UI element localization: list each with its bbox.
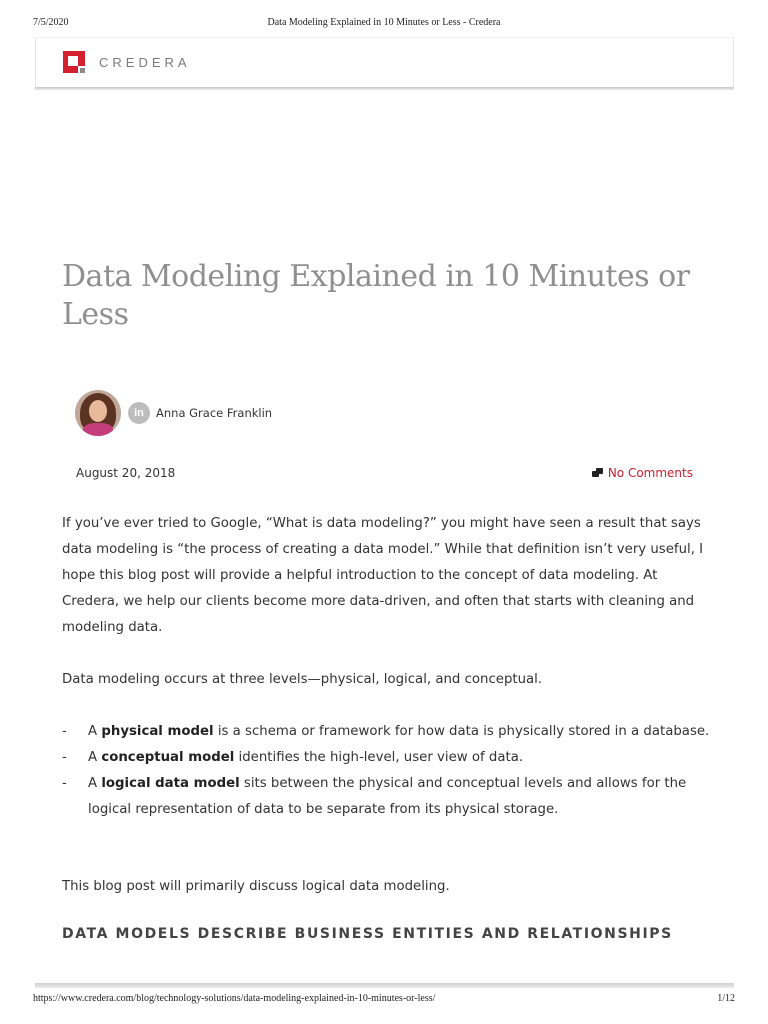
print-footer bbox=[0, 993, 768, 1007]
comments-link[interactable] bbox=[592, 466, 693, 480]
author-avatar bbox=[75, 390, 121, 436]
comments-icon bbox=[592, 468, 604, 478]
comments-label: No Comments bbox=[607, 466, 693, 480]
section-heading: DATA MODELS DESCRIBE BUSINESS ENTITIES AND RELATIONSHIPS bbox=[62, 926, 673, 942]
model-levels-list bbox=[62, 719, 722, 823]
logo-wordmark: CREDERA bbox=[99, 54, 191, 70]
page-divider bbox=[35, 983, 734, 988]
linkedin-icon[interactable]: in bbox=[128, 402, 150, 424]
print-url: https://www.credera.com/blog/technology-solutions/data-modeling-explained-in-10-minutes-or-less/ bbox=[33, 993, 436, 1004]
list-item: - A physical model is a schema or framework for how data is physically stored in a database. bbox=[62, 724, 710, 739]
levels-paragraph: Data modeling occurs at three levels—physical, logical, and conceptual. bbox=[62, 672, 543, 687]
intro-paragraph: If you’ve ever tried to Google, “What is data modeling?” you might have seen a result that says data modeling is “the process of creating a data model.” While that definition isn’t very useful, I hope this blog post will provide a helpful introduction to the concept of data modeling. At Credera, we help our clients become more data-driven, and often that starts with cleaning and modeling data. bbox=[62, 516, 704, 635]
term-conceptual-model: conceptual model bbox=[101, 750, 235, 765]
focus-paragraph: This blog post will primarily discuss logical data modeling. bbox=[62, 879, 450, 894]
list-item: - A conceptual model identifies the high-level, user view of data. bbox=[62, 750, 524, 765]
credera-logo[interactable] bbox=[63, 51, 191, 73]
article-title: Data Modeling Explained in 10 Minutes or Less bbox=[62, 259, 690, 332]
site-header bbox=[35, 37, 734, 87]
credera-logo-icon bbox=[63, 51, 85, 73]
term-logical-data-model: logical data model bbox=[101, 776, 240, 791]
publish-date: August 20, 2018 bbox=[76, 466, 176, 480]
author-byline bbox=[75, 390, 272, 436]
term-physical-model: physical model bbox=[101, 724, 214, 739]
list-item: - A logical data model sits between the physical and conceptual levels and allows for the logical representation of data to be separate from its physical storage. bbox=[62, 776, 687, 817]
print-page-title: Data Modeling Explained in 10 Minutes or Less - Credera bbox=[267, 17, 501, 28]
print-page-number: 1/12 bbox=[717, 993, 735, 1004]
author-name: Anna Grace Franklin bbox=[156, 406, 273, 420]
print-header bbox=[0, 17, 768, 31]
print-date: 7/5/2020 bbox=[33, 17, 69, 28]
